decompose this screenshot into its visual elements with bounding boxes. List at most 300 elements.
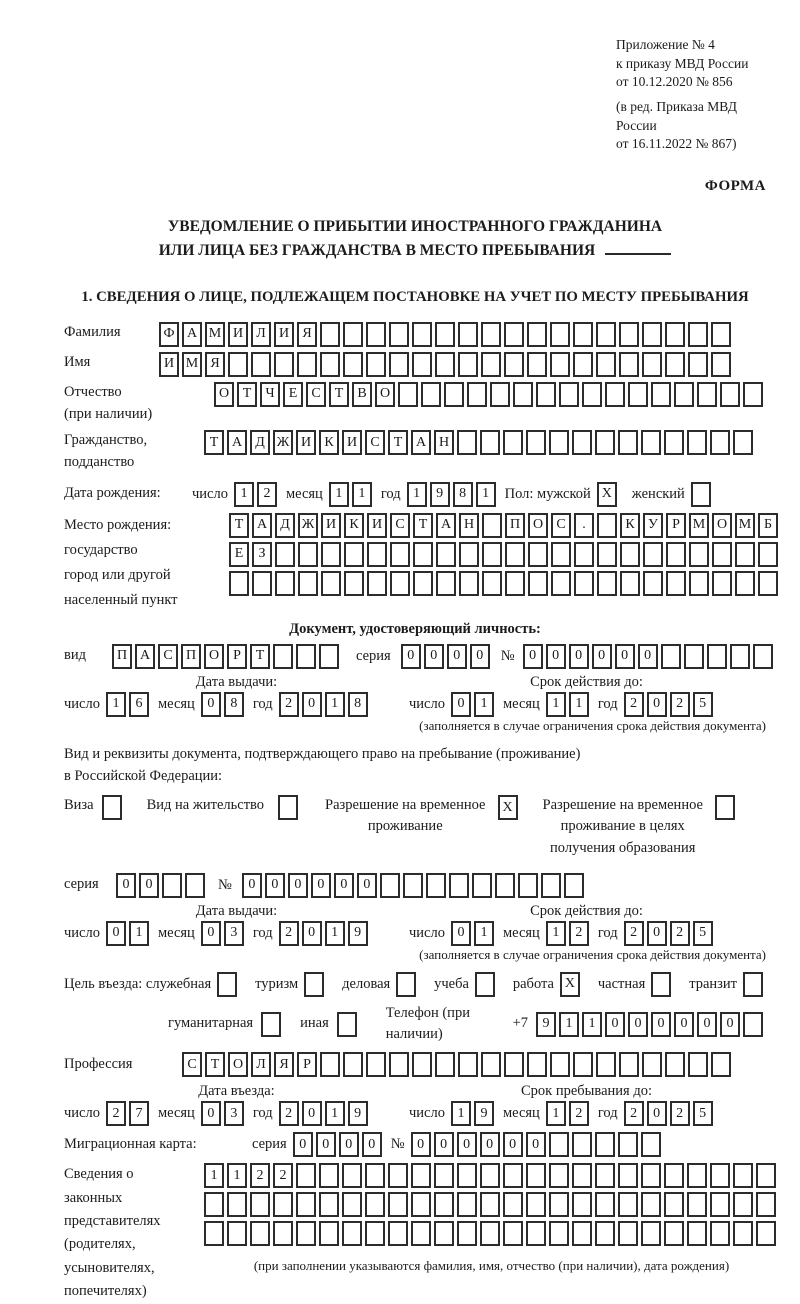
given-name-cell[interactable] bbox=[527, 352, 547, 377]
permit-number-cell[interactable] bbox=[541, 873, 561, 898]
visa-checkbox-cell[interactable] bbox=[102, 795, 122, 820]
purpose-official-checkbox-cell[interactable] bbox=[217, 972, 237, 997]
representative-cell[interactable] bbox=[365, 1163, 385, 1188]
gender-male-checkbox-cell[interactable]: X bbox=[597, 482, 617, 507]
representative-cell[interactable] bbox=[365, 1221, 385, 1246]
surname-cell[interactable]: Я bbox=[297, 322, 317, 347]
mig-series-cell[interactable]: 0 bbox=[362, 1132, 382, 1157]
id-number-cell[interactable] bbox=[707, 644, 727, 669]
birthplace-cell[interactable] bbox=[413, 571, 433, 596]
doc-type-cell[interactable]: П bbox=[112, 644, 132, 669]
doc-type-cell[interactable] bbox=[319, 644, 339, 669]
id-valid-year-cell[interactable]: 0 bbox=[647, 692, 667, 717]
patronymic-cell[interactable]: В bbox=[352, 382, 372, 407]
permit-issue-day-cell[interactable]: 0 bbox=[106, 921, 126, 946]
permit-series-cell[interactable] bbox=[185, 873, 205, 898]
birthplace-cell[interactable]: Т bbox=[229, 513, 249, 538]
id-number-cell[interactable] bbox=[730, 644, 750, 669]
given-name-cell[interactable] bbox=[251, 352, 271, 377]
surname-cell[interactable] bbox=[711, 322, 731, 347]
citizenship-cell[interactable] bbox=[687, 430, 707, 455]
citizenship-cell[interactable]: Д bbox=[250, 430, 270, 455]
id-series-cell[interactable]: 0 bbox=[401, 644, 421, 669]
surname-cell[interactable]: Л bbox=[251, 322, 271, 347]
mig-number-cell[interactable] bbox=[572, 1132, 592, 1157]
surname-cell[interactable] bbox=[481, 322, 501, 347]
id-number-cell[interactable] bbox=[753, 644, 773, 669]
stay-day-cell[interactable]: 9 bbox=[474, 1101, 494, 1126]
doc-type-cell[interactable]: Т bbox=[250, 644, 270, 669]
permit-issue-day-cell[interactable]: 1 bbox=[129, 921, 149, 946]
birthplace-cell[interactable] bbox=[275, 571, 295, 596]
permit-number-cell[interactable]: 0 bbox=[265, 873, 285, 898]
given-name-cell[interactable] bbox=[274, 352, 294, 377]
id-valid-year-cell[interactable]: 2 bbox=[624, 692, 644, 717]
birthplace-cell[interactable]: О bbox=[712, 513, 732, 538]
stay-year-cell[interactable]: 2 bbox=[670, 1101, 690, 1126]
profession-cell[interactable] bbox=[711, 1052, 731, 1077]
birthplace-cell[interactable]: К bbox=[620, 513, 640, 538]
birthplace-cell[interactable] bbox=[597, 571, 617, 596]
permit-number-cell[interactable] bbox=[426, 873, 446, 898]
entry-year-cell[interactable]: 9 bbox=[348, 1101, 368, 1126]
given-name-cell[interactable] bbox=[320, 352, 340, 377]
representative-cell[interactable] bbox=[480, 1221, 500, 1246]
profession-cell[interactable] bbox=[527, 1052, 547, 1077]
representative-cell[interactable] bbox=[595, 1192, 615, 1217]
birthplace-cell[interactable] bbox=[689, 542, 709, 567]
surname-cell[interactable] bbox=[619, 322, 639, 347]
permit-issue-month-cell[interactable]: 0 bbox=[201, 921, 221, 946]
surname-cell[interactable] bbox=[412, 322, 432, 347]
citizenship-cell[interactable] bbox=[733, 430, 753, 455]
patronymic-cell[interactable]: С bbox=[306, 382, 326, 407]
permit-number-cell[interactable] bbox=[403, 873, 423, 898]
representative-cell[interactable] bbox=[319, 1221, 339, 1246]
representative-cell[interactable] bbox=[503, 1163, 523, 1188]
patronymic-cell[interactable] bbox=[421, 382, 441, 407]
mig-number-cell[interactable] bbox=[618, 1132, 638, 1157]
birthplace-cell[interactable]: И bbox=[367, 513, 387, 538]
id-number-cell[interactable] bbox=[684, 644, 704, 669]
representative-cell[interactable] bbox=[411, 1192, 431, 1217]
citizenship-cell[interactable]: А bbox=[227, 430, 247, 455]
id-valid-month-cell[interactable]: 1 bbox=[546, 692, 566, 717]
id-issue-year-cell[interactable]: 8 bbox=[348, 692, 368, 717]
permit-number-cell[interactable]: 0 bbox=[311, 873, 331, 898]
patronymic-cell[interactable] bbox=[674, 382, 694, 407]
permit-issue-year-cell[interactable]: 0 bbox=[302, 921, 322, 946]
mig-number-cell[interactable] bbox=[595, 1132, 615, 1157]
representative-cell[interactable] bbox=[434, 1221, 454, 1246]
surname-cell[interactable] bbox=[527, 322, 547, 347]
representative-cell[interactable] bbox=[296, 1192, 316, 1217]
permit-number-cell[interactable] bbox=[449, 873, 469, 898]
id-valid-day-cell[interactable]: 1 bbox=[474, 692, 494, 717]
citizenship-cell[interactable] bbox=[664, 430, 684, 455]
profession-cell[interactable] bbox=[435, 1052, 455, 1077]
representative-cell[interactable] bbox=[388, 1192, 408, 1217]
given-name-cell[interactable] bbox=[435, 352, 455, 377]
representative-cell[interactable] bbox=[411, 1163, 431, 1188]
permit-number-cell[interactable] bbox=[495, 873, 515, 898]
birthplace-cell[interactable] bbox=[459, 571, 479, 596]
id-series-cell[interactable]: 0 bbox=[447, 644, 467, 669]
representative-cell[interactable] bbox=[641, 1221, 661, 1246]
phone-cell[interactable]: 0 bbox=[628, 1012, 648, 1037]
representative-cell[interactable] bbox=[618, 1221, 638, 1246]
representative-cell[interactable] bbox=[411, 1221, 431, 1246]
surname-cell[interactable] bbox=[389, 322, 409, 347]
citizenship-cell[interactable]: Т bbox=[388, 430, 408, 455]
representative-cell[interactable] bbox=[618, 1192, 638, 1217]
birthplace-cell[interactable] bbox=[321, 571, 341, 596]
id-issue-year-cell[interactable]: 1 bbox=[325, 692, 345, 717]
representative-cell[interactable] bbox=[457, 1163, 477, 1188]
birthplace-cell[interactable] bbox=[344, 571, 364, 596]
stay-month-cell[interactable]: 2 bbox=[569, 1101, 589, 1126]
patronymic-cell[interactable] bbox=[628, 382, 648, 407]
mig-number-cell[interactable]: 0 bbox=[411, 1132, 431, 1157]
representative-cell[interactable] bbox=[526, 1192, 546, 1217]
representative-cell[interactable] bbox=[250, 1192, 270, 1217]
mig-series-cell[interactable]: 0 bbox=[316, 1132, 336, 1157]
surname-cell[interactable] bbox=[320, 322, 340, 347]
entry-day-cell[interactable]: 2 bbox=[106, 1101, 126, 1126]
patronymic-cell[interactable] bbox=[467, 382, 487, 407]
representative-cell[interactable] bbox=[480, 1192, 500, 1217]
permit-number-cell[interactable]: 0 bbox=[334, 873, 354, 898]
representative-cell[interactable] bbox=[664, 1192, 684, 1217]
birthplace-cell[interactable] bbox=[298, 542, 318, 567]
stay-month-cell[interactable]: 1 bbox=[546, 1101, 566, 1126]
mig-number-cell[interactable] bbox=[641, 1132, 661, 1157]
birthplace-cell[interactable] bbox=[574, 542, 594, 567]
surname-cell[interactable] bbox=[596, 322, 616, 347]
given-name-cell[interactable] bbox=[642, 352, 662, 377]
representative-cell[interactable] bbox=[641, 1163, 661, 1188]
representative-cell[interactable] bbox=[549, 1192, 569, 1217]
representative-cell[interactable] bbox=[342, 1192, 362, 1217]
patronymic-cell[interactable] bbox=[559, 382, 579, 407]
permit-issue-year-cell[interactable]: 1 bbox=[325, 921, 345, 946]
profession-cell[interactable]: С bbox=[182, 1052, 202, 1077]
permit-valid-year-cell[interactable]: 0 bbox=[647, 921, 667, 946]
birthplace-cell[interactable] bbox=[367, 542, 387, 567]
doc-type-cell[interactable]: С bbox=[158, 644, 178, 669]
patronymic-cell[interactable]: Е bbox=[283, 382, 303, 407]
permit-valid-year-cell[interactable]: 5 bbox=[693, 921, 713, 946]
doc-type-cell[interactable] bbox=[273, 644, 293, 669]
id-series-cell[interactable]: 0 bbox=[470, 644, 490, 669]
patronymic-cell[interactable] bbox=[720, 382, 740, 407]
given-name-cell[interactable] bbox=[228, 352, 248, 377]
representative-cell[interactable] bbox=[388, 1221, 408, 1246]
birth-month-cell[interactable]: 1 bbox=[352, 482, 372, 507]
birthplace-cell[interactable]: К bbox=[344, 513, 364, 538]
birthplace-cell[interactable] bbox=[505, 542, 525, 567]
representative-cell[interactable] bbox=[664, 1163, 684, 1188]
permit-number-cell[interactable] bbox=[518, 873, 538, 898]
residence-permit-checkbox-cell[interactable] bbox=[278, 795, 298, 820]
birthplace-cell[interactable] bbox=[390, 542, 410, 567]
birthplace-cell[interactable] bbox=[528, 542, 548, 567]
surname-cell[interactable] bbox=[573, 322, 593, 347]
representative-cell[interactable] bbox=[526, 1221, 546, 1246]
birthplace-cell[interactable] bbox=[712, 571, 732, 596]
birthplace-cell[interactable] bbox=[252, 571, 272, 596]
representative-cell[interactable] bbox=[687, 1192, 707, 1217]
surname-cell[interactable]: Ф bbox=[159, 322, 179, 347]
birth-year-cell[interactable]: 1 bbox=[476, 482, 496, 507]
birthplace-cell[interactable]: П bbox=[505, 513, 525, 538]
profession-cell[interactable]: Т bbox=[205, 1052, 225, 1077]
given-name-cell[interactable]: И bbox=[159, 352, 179, 377]
id-number-cell[interactable]: 0 bbox=[615, 644, 635, 669]
phone-cell[interactable]: 0 bbox=[720, 1012, 740, 1037]
given-name-cell[interactable] bbox=[343, 352, 363, 377]
representative-cell[interactable] bbox=[664, 1221, 684, 1246]
given-name-cell[interactable] bbox=[412, 352, 432, 377]
representative-cell[interactable] bbox=[388, 1163, 408, 1188]
representative-cell[interactable] bbox=[296, 1163, 316, 1188]
birthplace-cell[interactable] bbox=[666, 542, 686, 567]
permit-issue-year-cell[interactable]: 9 bbox=[348, 921, 368, 946]
profession-cell[interactable] bbox=[320, 1052, 340, 1077]
profession-cell[interactable]: Р bbox=[297, 1052, 317, 1077]
representative-cell[interactable] bbox=[342, 1163, 362, 1188]
surname-cell[interactable] bbox=[504, 322, 524, 347]
given-name-cell[interactable] bbox=[619, 352, 639, 377]
representative-cell[interactable] bbox=[227, 1192, 247, 1217]
birthplace-cell[interactable] bbox=[597, 542, 617, 567]
birthplace-cell[interactable]: С bbox=[390, 513, 410, 538]
profession-cell[interactable] bbox=[504, 1052, 524, 1077]
permit-series-cell[interactable]: 0 bbox=[116, 873, 136, 898]
profession-cell[interactable]: О bbox=[228, 1052, 248, 1077]
birthplace-cell[interactable]: У bbox=[643, 513, 663, 538]
representative-cell[interactable] bbox=[296, 1221, 316, 1246]
phone-cell[interactable]: 1 bbox=[559, 1012, 579, 1037]
representative-cell[interactable] bbox=[273, 1221, 293, 1246]
birthplace-cell[interactable] bbox=[643, 571, 663, 596]
surname-cell[interactable] bbox=[665, 322, 685, 347]
birthplace-cell[interactable] bbox=[758, 542, 778, 567]
entry-year-cell[interactable]: 2 bbox=[279, 1101, 299, 1126]
representative-cell[interactable] bbox=[549, 1163, 569, 1188]
purpose-work-checkbox-cell[interactable]: X bbox=[560, 972, 580, 997]
temp-residence-checkbox-cell[interactable]: X bbox=[498, 795, 518, 820]
profession-cell[interactable] bbox=[665, 1052, 685, 1077]
phone-cell[interactable]: 0 bbox=[605, 1012, 625, 1037]
citizenship-cell[interactable]: А bbox=[411, 430, 431, 455]
surname-cell[interactable] bbox=[435, 322, 455, 347]
birth-year-cell[interactable]: 9 bbox=[430, 482, 450, 507]
patronymic-cell[interactable]: О bbox=[214, 382, 234, 407]
representative-cell[interactable] bbox=[457, 1192, 477, 1217]
permit-number-cell[interactable] bbox=[472, 873, 492, 898]
representative-cell[interactable] bbox=[710, 1192, 730, 1217]
profession-cell[interactable] bbox=[619, 1052, 639, 1077]
representative-cell[interactable] bbox=[733, 1192, 753, 1217]
birthplace-cell[interactable] bbox=[689, 571, 709, 596]
representative-cell[interactable] bbox=[250, 1221, 270, 1246]
given-name-cell[interactable] bbox=[711, 352, 731, 377]
birthplace-cell[interactable] bbox=[666, 571, 686, 596]
patronymic-cell[interactable]: Т bbox=[237, 382, 257, 407]
surname-cell[interactable] bbox=[642, 322, 662, 347]
mig-series-cell[interactable]: 0 bbox=[293, 1132, 313, 1157]
id-valid-day-cell[interactable]: 0 bbox=[451, 692, 471, 717]
representative-cell[interactable] bbox=[480, 1163, 500, 1188]
id-issue-day-cell[interactable]: 6 bbox=[129, 692, 149, 717]
birthplace-cell[interactable] bbox=[275, 542, 295, 567]
representative-cell[interactable]: 1 bbox=[204, 1163, 224, 1188]
patronymic-cell[interactable] bbox=[582, 382, 602, 407]
mig-number-cell[interactable]: 0 bbox=[526, 1132, 546, 1157]
surname-cell[interactable] bbox=[688, 322, 708, 347]
given-name-cell[interactable] bbox=[389, 352, 409, 377]
purpose-tourism-checkbox-cell[interactable] bbox=[304, 972, 324, 997]
surname-cell[interactable] bbox=[458, 322, 478, 347]
patronymic-cell[interactable] bbox=[697, 382, 717, 407]
birthplace-cell[interactable]: А bbox=[252, 513, 272, 538]
birthplace-cell[interactable]: М bbox=[689, 513, 709, 538]
citizenship-cell[interactable] bbox=[503, 430, 523, 455]
given-name-cell[interactable] bbox=[688, 352, 708, 377]
birth-year-cell[interactable]: 1 bbox=[407, 482, 427, 507]
permit-number-cell[interactable]: 0 bbox=[357, 873, 377, 898]
citizenship-cell[interactable]: И bbox=[296, 430, 316, 455]
id-valid-year-cell[interactable]: 2 bbox=[670, 692, 690, 717]
given-name-cell[interactable] bbox=[550, 352, 570, 377]
id-issue-day-cell[interactable]: 1 bbox=[106, 692, 126, 717]
permit-valid-year-cell[interactable]: 2 bbox=[624, 921, 644, 946]
entry-month-cell[interactable]: 0 bbox=[201, 1101, 221, 1126]
birth-month-cell[interactable]: 1 bbox=[329, 482, 349, 507]
birth-day-cell[interactable]: 1 bbox=[234, 482, 254, 507]
birthplace-cell[interactable]: Д bbox=[275, 513, 295, 538]
given-name-cell[interactable]: М bbox=[182, 352, 202, 377]
representative-cell[interactable]: 2 bbox=[250, 1163, 270, 1188]
surname-cell[interactable] bbox=[366, 322, 386, 347]
surname-cell[interactable] bbox=[343, 322, 363, 347]
purpose-study-checkbox-cell[interactable] bbox=[475, 972, 495, 997]
permit-issue-year-cell[interactable]: 2 bbox=[279, 921, 299, 946]
representative-cell[interactable] bbox=[756, 1192, 776, 1217]
birthplace-cell[interactable]: О bbox=[528, 513, 548, 538]
birthplace-cell[interactable] bbox=[735, 542, 755, 567]
patronymic-cell[interactable] bbox=[398, 382, 418, 407]
birthplace-cell[interactable] bbox=[735, 571, 755, 596]
representative-cell[interactable] bbox=[434, 1163, 454, 1188]
birthplace-cell[interactable] bbox=[436, 571, 456, 596]
birthplace-cell[interactable] bbox=[390, 571, 410, 596]
birthplace-cell[interactable] bbox=[298, 571, 318, 596]
representative-cell[interactable] bbox=[227, 1221, 247, 1246]
permit-valid-month-cell[interactable]: 1 bbox=[546, 921, 566, 946]
profession-cell[interactable] bbox=[642, 1052, 662, 1077]
permit-valid-month-cell[interactable]: 2 bbox=[569, 921, 589, 946]
citizenship-cell[interactable] bbox=[618, 430, 638, 455]
surname-cell[interactable]: М bbox=[205, 322, 225, 347]
permit-series-cell[interactable] bbox=[162, 873, 182, 898]
birth-day-cell[interactable]: 2 bbox=[257, 482, 277, 507]
purpose-transit-checkbox-cell[interactable] bbox=[743, 972, 763, 997]
id-issue-month-cell[interactable]: 8 bbox=[224, 692, 244, 717]
birth-year-cell[interactable]: 8 bbox=[453, 482, 473, 507]
permit-number-cell[interactable] bbox=[380, 873, 400, 898]
representative-cell[interactable] bbox=[204, 1192, 224, 1217]
doc-type-cell[interactable]: П bbox=[181, 644, 201, 669]
profession-cell[interactable] bbox=[573, 1052, 593, 1077]
id-number-cell[interactable]: 0 bbox=[523, 644, 543, 669]
mig-number-cell[interactable]: 0 bbox=[480, 1132, 500, 1157]
birthplace-cell[interactable]: Н bbox=[459, 513, 479, 538]
citizenship-cell[interactable] bbox=[572, 430, 592, 455]
birthplace-cell[interactable]: Ж bbox=[298, 513, 318, 538]
representative-cell[interactable] bbox=[733, 1163, 753, 1188]
birthplace-cell[interactable] bbox=[620, 571, 640, 596]
birthplace-cell[interactable] bbox=[482, 571, 502, 596]
mig-number-cell[interactable] bbox=[549, 1132, 569, 1157]
representative-cell[interactable] bbox=[572, 1163, 592, 1188]
given-name-cell[interactable] bbox=[297, 352, 317, 377]
patronymic-cell[interactable] bbox=[513, 382, 533, 407]
purpose-business-checkbox-cell[interactable] bbox=[396, 972, 416, 997]
birthplace-cell[interactable]: А bbox=[436, 513, 456, 538]
representative-cell[interactable] bbox=[365, 1192, 385, 1217]
stay-year-cell[interactable]: 5 bbox=[693, 1101, 713, 1126]
birthplace-cell[interactable] bbox=[597, 513, 617, 538]
id-valid-year-cell[interactable]: 5 bbox=[693, 692, 713, 717]
representative-cell[interactable] bbox=[204, 1221, 224, 1246]
birthplace-cell[interactable]: И bbox=[321, 513, 341, 538]
id-number-cell[interactable]: 0 bbox=[638, 644, 658, 669]
representative-cell[interactable] bbox=[710, 1163, 730, 1188]
representative-cell[interactable] bbox=[503, 1221, 523, 1246]
id-issue-year-cell[interactable]: 2 bbox=[279, 692, 299, 717]
phone-cell[interactable]: 9 bbox=[536, 1012, 556, 1037]
birthplace-cell[interactable] bbox=[574, 571, 594, 596]
representative-cell[interactable]: 2 bbox=[273, 1163, 293, 1188]
entry-month-cell[interactable]: 3 bbox=[224, 1101, 244, 1126]
entry-year-cell[interactable]: 0 bbox=[302, 1101, 322, 1126]
surname-cell[interactable] bbox=[550, 322, 570, 347]
mig-number-cell[interactable]: 0 bbox=[457, 1132, 477, 1157]
given-name-cell[interactable] bbox=[596, 352, 616, 377]
citizenship-cell[interactable] bbox=[480, 430, 500, 455]
birthplace-cell[interactable] bbox=[229, 571, 249, 596]
permit-valid-day-cell[interactable]: 0 bbox=[451, 921, 471, 946]
birthplace-cell[interactable] bbox=[459, 542, 479, 567]
birthplace-cell[interactable]: Т bbox=[413, 513, 433, 538]
phone-cell[interactable]: 0 bbox=[674, 1012, 694, 1037]
id-issue-year-cell[interactable]: 0 bbox=[302, 692, 322, 717]
citizenship-cell[interactable]: К bbox=[319, 430, 339, 455]
phone-cell[interactable]: 0 bbox=[651, 1012, 671, 1037]
gender-female-checkbox-cell[interactable] bbox=[691, 482, 711, 507]
given-name-cell[interactable] bbox=[504, 352, 524, 377]
representative-cell[interactable] bbox=[434, 1192, 454, 1217]
birthplace-cell[interactable]: Б bbox=[758, 513, 778, 538]
birthplace-cell[interactable] bbox=[551, 542, 571, 567]
id-number-cell[interactable]: 0 bbox=[546, 644, 566, 669]
stay-year-cell[interactable]: 2 bbox=[624, 1101, 644, 1126]
birthplace-cell[interactable]: Р bbox=[666, 513, 686, 538]
citizenship-cell[interactable]: Ж bbox=[273, 430, 293, 455]
given-name-cell[interactable] bbox=[481, 352, 501, 377]
